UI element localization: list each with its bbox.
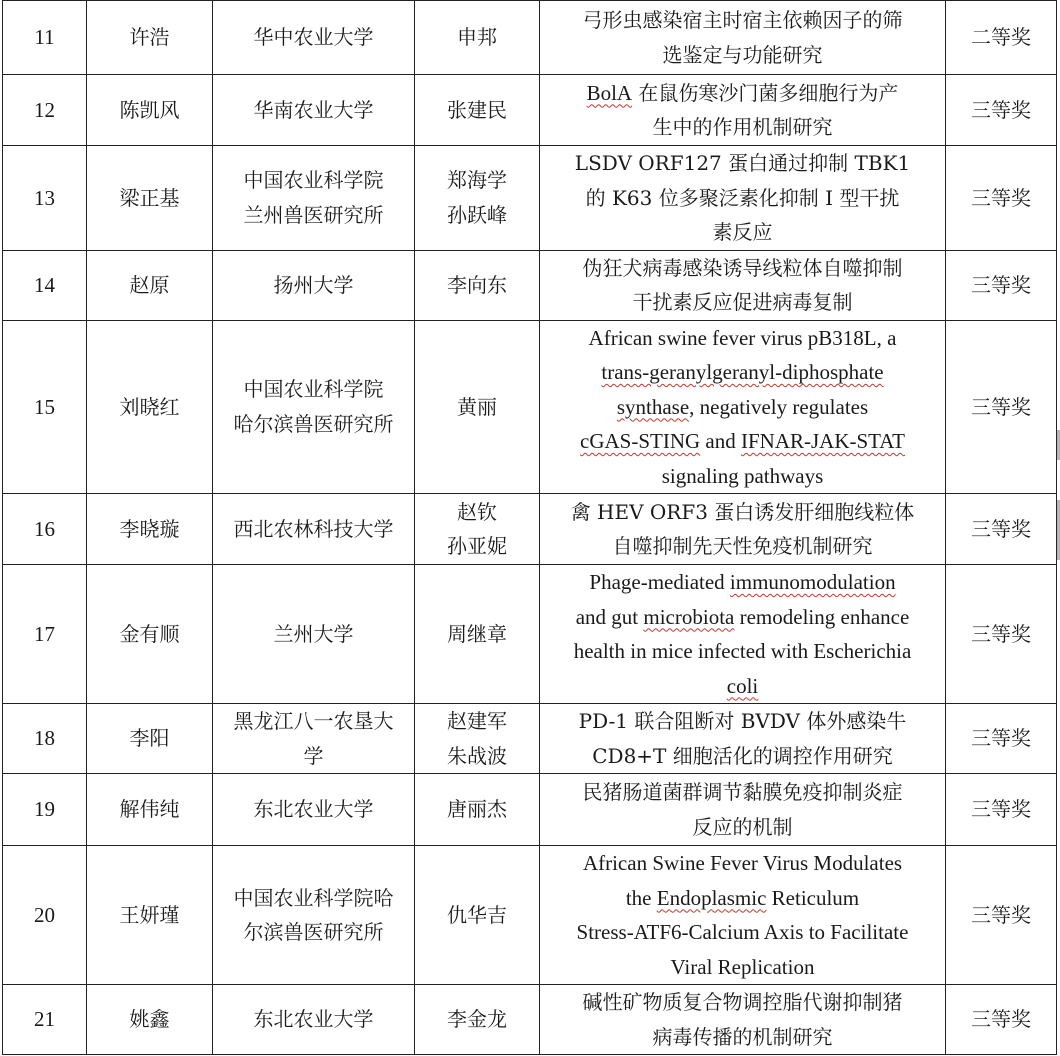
paper-title-text: Viral Replication (670, 954, 815, 979)
institution-cell (213, 320, 415, 494)
paper-title-text: PD-1 联合阻断对 BVDV 体外感染牛 (578, 709, 907, 733)
row-number-cell (3, 846, 87, 985)
paper-title-text: CD8+T 细胞活化的调控作用研究 (592, 743, 893, 768)
award-level-cell (946, 494, 1057, 565)
paper-title-text: African swine fever virus pB318L, a (588, 325, 897, 350)
institution-cell (213, 565, 415, 704)
paper-title-line (546, 669, 939, 704)
table-row (3, 985, 1057, 1055)
institution-line: 东北农业大学 (253, 1007, 374, 1032)
student-name-cell (87, 250, 213, 320)
paper-title-line (546, 110, 939, 145)
institution-cell (213, 774, 415, 846)
spellcheck-underlined-word: BolA (586, 80, 633, 105)
paper-title-text: 自噬抑制先天性免疫机制研究 (612, 534, 873, 558)
institution-cell (213, 1, 415, 75)
spellcheck-underlined-word: trans-geranylgeranyl-diphosphate (601, 360, 884, 384)
advisor-name: 申邦 (457, 25, 497, 50)
advisor-cell (415, 146, 540, 251)
advisor-name: 李向东 (447, 272, 507, 297)
paper-title-text: 干扰素反应促进病毒复制 (632, 290, 853, 314)
advisor-name: 赵钦 (457, 499, 497, 524)
student-name: 陈凯风 (119, 97, 180, 122)
spellcheck-underlined-word: synthase (616, 394, 690, 419)
row-number: 16 (34, 516, 55, 541)
row-number-cell (3, 250, 87, 320)
student-name: 李晓璇 (119, 516, 180, 541)
paper-title-text: 生中的作用机制研究 (652, 115, 833, 139)
award-level-cell (946, 985, 1057, 1055)
institution-cell (213, 846, 415, 985)
advisor-cell (415, 774, 540, 846)
row-number-cell (3, 75, 87, 146)
advisor-name: 郑海学 (447, 168, 507, 193)
row-number: 21 (34, 1007, 55, 1032)
paper-title-text: 在鼠伤寒沙门菌多细胞行为产 (632, 80, 899, 105)
paper-title-text: 素反应 (712, 220, 773, 244)
paper-title-cell (540, 985, 946, 1055)
paper-title-line (546, 424, 939, 459)
paper-title-line (546, 600, 939, 635)
institution-line: 哈尔滨兽医研究所 (233, 411, 394, 436)
paper-title-line (546, 390, 939, 425)
advisor-name: 周继章 (447, 621, 507, 646)
award-level-cell (946, 250, 1057, 320)
paper-title-line (546, 146, 939, 181)
paper-title-line (546, 704, 939, 739)
institution-cell (213, 985, 415, 1055)
table-row (3, 565, 1057, 704)
award-level: 三等奖 (971, 394, 1031, 419)
table-row (3, 146, 1057, 251)
row-number: 15 (34, 394, 55, 419)
spellcheck-underlined-word: microbiota (643, 604, 735, 629)
spellcheck-underlined-word: IFNAR-JAK-STAT (740, 429, 905, 453)
advisor-cell (415, 1, 540, 75)
institution-line: 华南农业大学 (253, 97, 374, 122)
institution-line: 西北农林科技大学 (233, 516, 394, 541)
award-level-cell (946, 846, 1057, 985)
table-row (3, 846, 1057, 985)
institution-line: 中国农业科学院 (243, 168, 384, 193)
advisor-cell (415, 75, 540, 146)
paper-title-text: the (625, 885, 657, 910)
paper-title-text: and (700, 429, 741, 453)
student-name: 许浩 (129, 25, 170, 50)
paper-title-text: 碱性矿物质复合物调控脂代谢抑制猪 (582, 990, 903, 1014)
table-row (3, 75, 1057, 146)
award-level-cell (946, 75, 1057, 146)
paper-title-line (546, 565, 939, 600)
award-level: 三等奖 (971, 1007, 1031, 1032)
student-name-cell (87, 320, 213, 494)
paper-title-line (546, 3, 939, 38)
paper-title-text: 反应的机制 (692, 814, 793, 839)
advisor-cell (415, 494, 540, 565)
row-number: 14 (34, 272, 55, 297)
paper-title-text: 的 K63 位多聚泛素化抑制 Ⅰ 型干扰 (585, 185, 900, 210)
paper-title-text: remodeling enhance (734, 604, 910, 629)
student-name: 解伟纯 (119, 797, 180, 822)
award-level: 三等奖 (971, 516, 1031, 541)
award-level: 三等奖 (971, 726, 1031, 751)
paper-title-text: Stress-ATF6-Calcium Axis to Facilitate (576, 920, 909, 944)
paper-title-cell (540, 250, 946, 320)
row-number: 20 (34, 902, 55, 927)
advisor-cell (415, 565, 540, 704)
paper-title-text: 禽 HEV ORF3 蛋白诱发肝细胞线粒体 (570, 499, 915, 524)
paper-title-text: and gut (575, 604, 644, 629)
row-number: 19 (34, 797, 55, 822)
advisor-name: 朱战波 (447, 743, 507, 768)
paper-title-cell (540, 1, 946, 75)
award-level: 二等奖 (971, 25, 1031, 50)
paper-title-text: 弓形虫感染宿主时宿主依赖因子的筛 (582, 8, 903, 32)
student-name: 王妍瑾 (119, 902, 180, 927)
institution-line: 东北农业大学 (253, 797, 374, 822)
spellcheck-underlined-word: coli (726, 673, 759, 698)
student-name-cell (87, 494, 213, 565)
institution-line: 中国农业科学院 (243, 377, 384, 402)
paper-title-text: Phage-mediated (589, 570, 730, 594)
student-name-cell (87, 774, 213, 846)
paper-title-line (546, 495, 939, 530)
paper-title-line (546, 1020, 939, 1055)
advisor-name: 赵建军 (447, 709, 507, 733)
student-name-cell (87, 846, 213, 985)
paper-title-line (546, 355, 939, 390)
student-name: 刘晓红 (119, 394, 180, 419)
paper-title-cell (540, 565, 946, 704)
spellcheck-underlined-word: immunomodulation (729, 570, 896, 594)
paper-title-cell (540, 320, 946, 494)
paper-title-text: , negatively regulates (689, 394, 869, 419)
paper-title-line (546, 950, 939, 985)
paper-title-line (546, 634, 939, 669)
institution-cell (213, 146, 415, 251)
student-name-cell (87, 704, 213, 774)
paper-title-cell (540, 704, 946, 774)
institution-cell (213, 75, 415, 146)
award-level: 三等奖 (971, 902, 1031, 927)
row-number-cell (3, 704, 87, 774)
institution-line: 尔滨兽医研究所 (243, 920, 384, 944)
table-row (3, 250, 1057, 320)
table-row (3, 494, 1057, 565)
paper-title-text: 伪狂犬病毒感染诱导线粒体自噬抑制 (582, 255, 903, 280)
paper-title-text: 民猪肠道菌群调节黏膜免疫抑制炎症 (582, 780, 903, 804)
award-level-cell (946, 774, 1057, 846)
row-number-cell (3, 146, 87, 251)
row-number-cell (3, 494, 87, 565)
table-row (3, 704, 1057, 774)
row-number: 18 (34, 726, 55, 751)
row-number-cell (3, 985, 87, 1055)
paper-title-cell (540, 494, 946, 565)
institution-line: 兰州兽医研究所 (243, 202, 384, 227)
advisor-name: 孙跃峰 (447, 202, 507, 227)
paper-title-text: African Swine Fever Virus Modulates (582, 851, 903, 875)
paper-title-cell (540, 774, 946, 846)
paper-title-line (546, 38, 939, 73)
row-number-cell (3, 320, 87, 494)
table-row (3, 1, 1057, 75)
paper-title-line (546, 181, 939, 216)
advisor-name: 孙亚妮 (447, 534, 507, 558)
student-name-cell (87, 985, 213, 1055)
award-level-cell (946, 320, 1057, 494)
paper-title-line (546, 881, 939, 916)
student-name-cell (87, 565, 213, 704)
paper-title-cell (540, 146, 946, 251)
institution-line: 黑龙江八一农垦大 (233, 709, 394, 733)
award-level-cell (946, 704, 1057, 774)
paper-title-text: health in mice infected with Escherichia (573, 639, 912, 663)
paper-title-line (546, 810, 939, 845)
table-row (3, 774, 1057, 846)
advisor-name: 仇华吉 (447, 902, 507, 927)
paper-title-text: 选鉴定与功能研究 (662, 42, 823, 67)
advisor-cell (415, 250, 540, 320)
student-name: 金有顺 (119, 621, 180, 646)
paper-title-text: LSDV ORF127 蛋白通过抑制 TBK1 (574, 151, 911, 175)
institution-line: 华中农业大学 (253, 25, 374, 50)
award-level-cell (946, 146, 1057, 251)
institution-cell (213, 250, 415, 320)
award-level: 三等奖 (971, 621, 1031, 646)
paper-title-line (546, 529, 939, 564)
row-number-cell (3, 1, 87, 75)
institution-line: 扬州大学 (273, 272, 354, 297)
advisor-name: 黄丽 (457, 394, 497, 419)
award-level: 三等奖 (971, 797, 1031, 822)
paper-title-line (546, 321, 939, 356)
award-level: 三等奖 (971, 185, 1031, 210)
paper-title-line (546, 846, 939, 881)
row-number-cell (3, 565, 87, 704)
paper-title-line (546, 215, 939, 250)
row-number-cell (3, 774, 87, 846)
paper-title-line (546, 775, 939, 810)
student-name-cell (87, 75, 213, 146)
student-name: 李阳 (129, 726, 170, 751)
advisor-name: 唐丽杰 (447, 797, 507, 822)
table-row (3, 320, 1057, 494)
row-number: 13 (34, 185, 55, 210)
spellcheck-underlined-word: Endoplasmic (656, 885, 767, 910)
award-level-cell (946, 1, 1057, 75)
institution-cell (213, 704, 415, 774)
paper-title-cell (540, 846, 946, 985)
paper-title-line (546, 739, 939, 774)
row-number: 11 (34, 25, 55, 50)
paper-title-line (546, 76, 939, 111)
student-name-cell (87, 1, 213, 75)
row-number: 17 (34, 621, 55, 646)
student-name: 赵原 (129, 272, 170, 297)
advisor-cell (415, 985, 540, 1055)
advisor-cell (415, 320, 540, 494)
advisor-name: 张建民 (447, 97, 507, 122)
paper-title-text: 病毒传播的机制研究 (652, 1024, 833, 1049)
institution-line: 中国农业科学院哈 (233, 885, 394, 910)
spellcheck-underlined-word: cGAS-STING (580, 429, 701, 453)
award-level: 三等奖 (971, 272, 1031, 297)
paper-title-line (546, 459, 939, 494)
paper-title-line (546, 915, 939, 950)
row-number: 12 (34, 97, 55, 122)
paper-title-text: Reticulum (766, 885, 860, 910)
paper-title-line (546, 251, 939, 286)
paper-title-line (546, 285, 939, 320)
institution-cell (213, 494, 415, 565)
institution-line: 兰州大学 (273, 621, 354, 646)
award-level: 三等奖 (971, 97, 1031, 122)
award-table-body (3, 1, 1057, 1055)
paper-title-line (546, 985, 939, 1020)
student-name: 姚鑫 (129, 1007, 170, 1032)
award-table (2, 0, 1057, 1055)
advisor-cell (415, 846, 540, 985)
student-name: 梁正基 (119, 185, 180, 210)
student-name-cell (87, 146, 213, 251)
paper-title-text: signaling pathways (661, 463, 824, 488)
award-level-cell (946, 565, 1057, 704)
advisor-cell (415, 704, 540, 774)
institution-line: 学 (303, 743, 324, 768)
paper-title-cell (540, 75, 946, 146)
advisor-name: 李金龙 (447, 1007, 507, 1032)
